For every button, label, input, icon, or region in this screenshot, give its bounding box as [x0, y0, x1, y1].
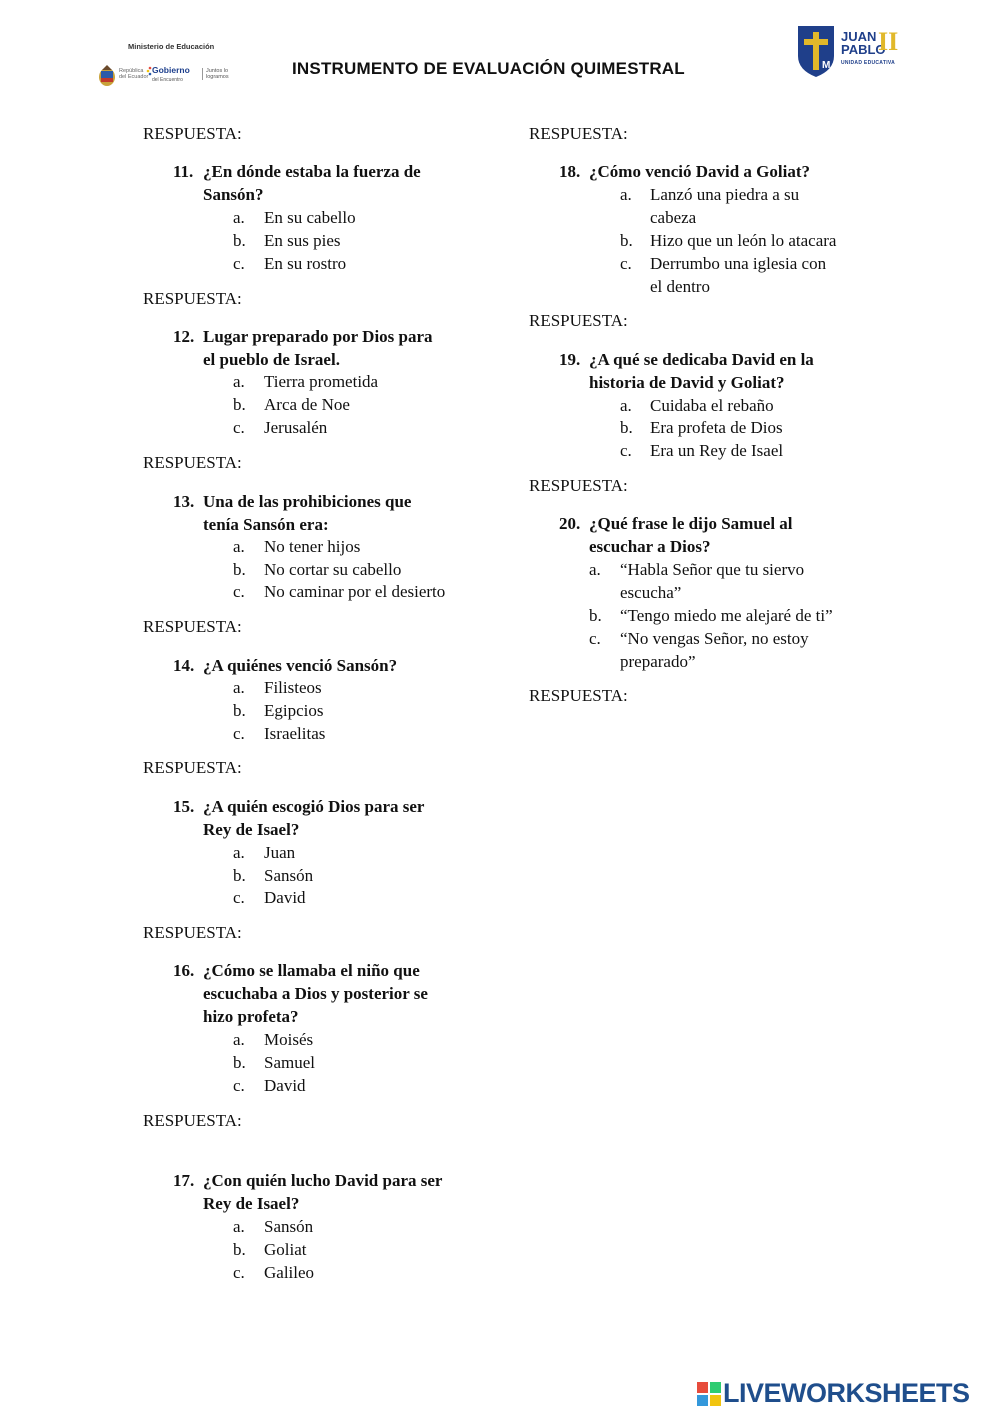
option-text: Egipcios [264, 701, 324, 720]
question-text-line: ¿Con quién lucho David para ser [203, 1171, 443, 1190]
juntos-text: Juntos lo logramos [202, 68, 240, 80]
option-11a [233, 206, 493, 229]
school-logo [796, 24, 906, 80]
option-letter: c. [620, 441, 632, 460]
option-text: No caminar por el desierto [264, 582, 446, 601]
question-number: 18. [559, 162, 581, 181]
option-text-line: Derrumbo una iglesia con [650, 254, 827, 273]
question-text-line: ¿Qué frase le dijo Samuel al [589, 514, 793, 533]
school-subtitle: UNIDAD EDUCATIVA [841, 60, 896, 66]
question-text-line: Rey de Isael? [203, 820, 300, 839]
question-number: 19. [559, 350, 581, 369]
option-letter: b. [233, 866, 246, 885]
option-text: Israelitas [264, 724, 326, 743]
question-text [589, 512, 793, 558]
option-letter: c. [233, 888, 245, 907]
option-text: Tierra prometida [264, 372, 379, 391]
question-12 [173, 325, 493, 371]
question-text [203, 654, 397, 677]
option-text: En sus pies [264, 231, 341, 250]
question-13 [173, 490, 493, 536]
option-12a [233, 370, 493, 393]
question-text-line: ¿Cómo venció David a Goliat? [589, 162, 810, 181]
option-letter: b. [589, 606, 602, 625]
question-11 [173, 160, 493, 206]
option-text: No cortar su cabello [264, 560, 402, 579]
option-13c [233, 580, 493, 603]
question-14 [173, 654, 493, 677]
option-text-line: Lanzó una piedra a su [650, 185, 800, 204]
question-text [203, 1169, 442, 1215]
option-16c [233, 1074, 493, 1097]
answer-label: RESPUESTA: [143, 289, 242, 308]
question-19 [559, 348, 879, 394]
option-letter: c. [620, 254, 632, 273]
option-14c [233, 722, 493, 745]
question-text-line: ¿A qué se dedicaba David en la [589, 350, 814, 369]
option-letter: a. [589, 560, 601, 579]
option-text: Cuidaba el rebaño [650, 396, 774, 415]
option-text-line: el dentro [650, 277, 710, 296]
option-letter: a. [233, 372, 245, 391]
option-text: Arca de Noe [264, 395, 350, 414]
ministry-label: Ministerio de Educación [128, 42, 215, 51]
option-11c [233, 252, 493, 275]
option-text: “Tengo miedo me alejaré de ti” [620, 606, 833, 625]
option-text: David [264, 1076, 306, 1095]
question-text-line: Rey de Isael? [203, 1194, 300, 1213]
option-text [650, 183, 799, 229]
question-text-line: ¿En dónde estaba la fuerza de [203, 162, 421, 181]
answer-label: RESPUESTA: [529, 686, 628, 705]
option-text: Goliat [264, 1240, 307, 1259]
option-15c [233, 886, 493, 909]
question-text-line: el pueblo de Israel. [203, 350, 340, 369]
option-text: Filisteos [264, 678, 322, 697]
question-text [203, 325, 433, 371]
question-number: 17. [173, 1171, 195, 1190]
answer-label: RESPUESTA: [529, 124, 628, 143]
school-crest-icon [796, 24, 836, 78]
question-20 [559, 512, 879, 558]
document-title: INSTRUMENTO DE EVALUACIÓN QUIMESTRAL [292, 59, 685, 78]
option-19a [620, 394, 880, 417]
option-12b [233, 393, 493, 416]
question-text-line: Sansón? [203, 185, 264, 204]
school-numeral: II [878, 27, 899, 56]
option-text: Juan [264, 843, 296, 862]
option-text: Hizo que un león lo atacara [650, 231, 837, 250]
option-text-line: escucha” [620, 583, 682, 602]
option-letter: a. [233, 208, 245, 227]
option-18a [620, 183, 880, 229]
question-17 [173, 1169, 493, 1215]
option-letter: c. [233, 418, 245, 437]
option-text: Galileo [264, 1263, 315, 1282]
option-letter: b. [233, 1053, 246, 1072]
option-14a [233, 676, 493, 699]
answer-label: RESPUESTA: [143, 617, 242, 636]
encuentro-word: del Encuentro [152, 77, 183, 83]
option-letter: c. [233, 1076, 245, 1095]
question-text-line: ¿A quiénes venció Sansón? [203, 656, 398, 675]
option-text: Jerusalén [264, 418, 328, 437]
option-letter: c. [589, 629, 601, 648]
option-text: Sansón [264, 1217, 314, 1236]
question-text-line: ¿A quién escogió Dios para ser [203, 797, 425, 816]
question-15 [173, 795, 493, 841]
option-12c [233, 416, 493, 439]
option-text: No tener hijos [264, 537, 361, 556]
question-text [203, 160, 421, 206]
option-letter: a. [233, 1217, 245, 1236]
option-letter: b. [233, 231, 246, 250]
svg-text:M: M [822, 60, 831, 71]
school-name-line1: JUAN [841, 29, 877, 44]
option-18c [620, 252, 880, 298]
ministry-logo [94, 42, 254, 92]
option-20b [589, 604, 879, 627]
option-letter: b. [233, 560, 246, 579]
question-16 [173, 959, 493, 1028]
gobierno-text [152, 66, 190, 84]
question-number: 16. [173, 961, 195, 980]
option-18b [620, 229, 880, 252]
option-19c [620, 439, 880, 462]
option-letter: c. [233, 724, 245, 743]
option-letter: a. [233, 843, 245, 862]
option-14b [233, 699, 493, 722]
option-text: Moisés [264, 1030, 314, 1049]
option-letter: c. [233, 1263, 245, 1282]
option-20c [589, 627, 879, 673]
option-text: David [264, 888, 306, 907]
option-16b [233, 1051, 493, 1074]
question-text-line: tenía Sansón era: [203, 515, 329, 534]
option-letter: a. [620, 396, 632, 415]
option-17c [233, 1261, 493, 1284]
school-name-line2: PABLO [841, 42, 886, 57]
question-number: 12. [173, 327, 195, 346]
option-letter: b. [620, 231, 633, 250]
option-text-line: preparado” [620, 652, 696, 671]
option-text-line: “Habla Señor que tu siervo [620, 560, 805, 579]
option-17b [233, 1238, 493, 1261]
option-15a [233, 841, 493, 864]
option-text: Era profeta de Dios [650, 418, 783, 437]
republica-text: República del Ecuador [119, 68, 149, 80]
answer-label: RESPUESTA: [143, 1111, 242, 1130]
option-text: Sansón [264, 866, 314, 885]
option-letter: c. [233, 582, 245, 601]
option-text [650, 252, 826, 298]
option-text: Era un Rey de Isael [650, 441, 784, 460]
question-number: 13. [173, 492, 195, 511]
option-letter: a. [233, 537, 245, 556]
answer-label: RESPUESTA: [143, 923, 242, 942]
question-text [589, 348, 814, 394]
option-15b [233, 864, 493, 887]
question-text [203, 490, 411, 536]
option-letter: b. [233, 701, 246, 720]
answer-label: RESPUESTA: [529, 476, 628, 495]
question-text [203, 959, 428, 1028]
option-19b [620, 416, 880, 439]
option-text [620, 627, 809, 673]
option-20a [589, 558, 879, 604]
answer-label: RESPUESTA: [529, 311, 628, 330]
option-text-line: cabeza [650, 208, 697, 227]
option-letter: c. [233, 254, 245, 273]
coat-of-arms-icon [96, 64, 118, 88]
option-text: En su rostro [264, 254, 347, 273]
option-letter: b. [233, 395, 246, 414]
question-text [203, 795, 424, 841]
question-text-line: hizo profeta? [203, 1007, 299, 1026]
question-18 [559, 160, 879, 183]
option-text: Samuel [264, 1053, 315, 1072]
question-text-line: Una de las prohibiciones que [203, 492, 412, 511]
liveworksheets-brand: LIVEWORKSHEETS [723, 1378, 970, 1408]
question-text-line: historia de David y Goliat? [589, 373, 785, 392]
question-text-line: escuchaba a Dios y posterior se [203, 984, 428, 1003]
answer-label: RESPUESTA: [143, 124, 242, 143]
question-number: 11. [173, 162, 194, 181]
option-text: En su cabello [264, 208, 356, 227]
question-number: 14. [173, 656, 195, 675]
question-text-line: escuchar a Dios? [589, 537, 711, 556]
option-letter: a. [233, 678, 245, 697]
option-17a [233, 1215, 493, 1238]
question-text [589, 160, 810, 183]
question-text-line: ¿Cómo se llamaba el niño que [203, 961, 420, 980]
option-letter: a. [233, 1030, 245, 1049]
option-13a [233, 535, 493, 558]
option-text [620, 558, 804, 604]
liveworksheets-watermark[interactable] [697, 1378, 993, 1408]
answer-label: RESPUESTA: [143, 453, 242, 472]
option-11b [233, 229, 493, 252]
option-text-line: “No vengas Señor, no estoy [620, 629, 809, 648]
option-letter: b. [233, 1240, 246, 1259]
option-letter: b. [620, 418, 633, 437]
question-text-line: Lugar preparado por Dios para [203, 327, 433, 346]
gobierno-word: Gobierno [152, 65, 190, 75]
liveworksheets-logo-icon [697, 1382, 721, 1406]
option-16a [233, 1028, 493, 1051]
option-letter: a. [620, 185, 632, 204]
answer-label: RESPUESTA: [143, 758, 242, 777]
question-number: 20. [559, 514, 581, 533]
question-number: 15. [173, 797, 195, 816]
option-13b [233, 558, 493, 581]
